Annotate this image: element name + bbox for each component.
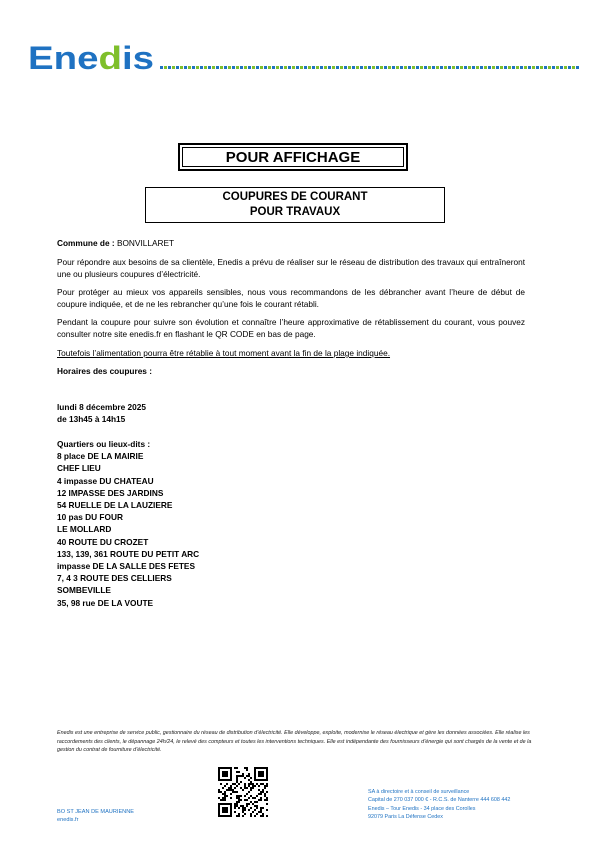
list-item: 12 IMPASSE DES JARDINS bbox=[57, 487, 164, 498]
footer-website-link[interactable]: enedis.fr bbox=[57, 817, 79, 824]
list-item: SOMBEVILLE bbox=[57, 585, 111, 596]
list-item: 8 place DE LA MAIRIE bbox=[57, 451, 144, 462]
footer-office: BO ST JEAN DE MAURIENNE bbox=[57, 809, 134, 815]
paragraph-retablissement: Toutefois l’alimentation pourra être rétablie à tout moment avant la fin de la plage indiquée. bbox=[57, 348, 391, 358]
footer-legal-line1: SA à directoire et à conseil de surveillance bbox=[368, 789, 470, 795]
list-item: CHEF LIEU bbox=[57, 463, 101, 474]
schedule-date: lundi 8 décembre 2025 bbox=[57, 402, 147, 412]
svg-text:Enedis: Enedis bbox=[28, 42, 154, 74]
commune-value: BONVILLARET bbox=[116, 238, 175, 248]
pour-affichage-title: POUR AFFICHAGE bbox=[182, 147, 404, 167]
commune-label: Commune de : bbox=[57, 238, 117, 248]
footer-address-line2: 92079 Paris La Défense Cedex bbox=[368, 813, 443, 820]
qr-code[interactable] bbox=[218, 767, 268, 817]
list-item: 4 impasse DU CHATEAU bbox=[57, 475, 154, 486]
schedule-time: de 13h45 à 14h15 bbox=[57, 414, 126, 424]
horaires-label: Horaires des coupures : bbox=[57, 366, 152, 376]
footer-address-line1: Enedis – Tour Enedis - 34 place des Corolles bbox=[368, 805, 476, 812]
footer-legal-line2: Capital de 270 037 000 € - R.C.S. de Nanterre 444 608 442 bbox=[368, 797, 511, 804]
pour-affichage-box bbox=[178, 143, 408, 171]
coupures-title-line1: COUPURES DE COURANT bbox=[222, 191, 368, 203]
footer-left bbox=[57, 808, 134, 825]
list-item: 54 RUELLE DE LA LAUZIERE bbox=[57, 500, 173, 511]
places-label: Quartiers ou lieux-dits : bbox=[57, 439, 151, 449]
places-list bbox=[57, 438, 357, 609]
header-dotted-rule bbox=[160, 66, 580, 69]
footer-legal-note: Enedis est une entreprise de service public, gestionnaire du réseau de distribution d’électricité. Elle développe, exploite, modernise le réseau électrique et gère les données associées. Elle réalise les raccordements des clients, le dépannage 24h/24, le relevé des compteurs et toutes les interventions techniques. Elle est indépendante des fournisseurs d’énergie qui sont chargés de la vente et de la gestion du contrat de fourniture d’électricité. bbox=[57, 730, 532, 753]
coupures-title-line2: POUR TRAVAUX bbox=[249, 206, 341, 218]
list-item: 35, 98 rue DE LA VOUTE bbox=[57, 597, 154, 608]
list-item: 7, 4 3 ROUTE DES CELLIERS bbox=[57, 573, 172, 584]
list-item: impasse DE LA SALLE DES FETES bbox=[57, 561, 196, 572]
paragraph-besoins: Pour répondre aux besoins de sa clientèle, Enedis a prévu de réaliser sur le réseau de distribution des travaux qui entraîneront une ou plusieurs coupures d’électricité. bbox=[57, 257, 525, 280]
paragraph-proteger: Pour protéger au mieux vos appareils sensibles, nous vous recommandons de les débrancher avant l’heure de début de coupure indiquée, et de ne les rebrancher qu’une fois le courant rétabli. bbox=[57, 287, 525, 310]
coupures-box bbox=[145, 187, 445, 223]
paragraph-suivi: Pendant la coupure pour suivre son évolution et connaître l’heure approximative de rétablissement du courant, vous pouvez consulter notre site enedis.fr en flashant le QR CODE en bas de page. bbox=[57, 317, 525, 340]
enedis-logo bbox=[28, 42, 156, 74]
footer-right bbox=[368, 788, 510, 821]
list-item: 10 pas DU FOUR bbox=[57, 512, 123, 523]
list-item: 133, 139, 361 ROUTE DU PETIT ARC bbox=[57, 548, 200, 559]
list-item: 40 ROUTE DU CROZET bbox=[57, 536, 149, 547]
list-item: LE MOLLARD bbox=[57, 524, 112, 535]
commune-line bbox=[57, 237, 525, 249]
